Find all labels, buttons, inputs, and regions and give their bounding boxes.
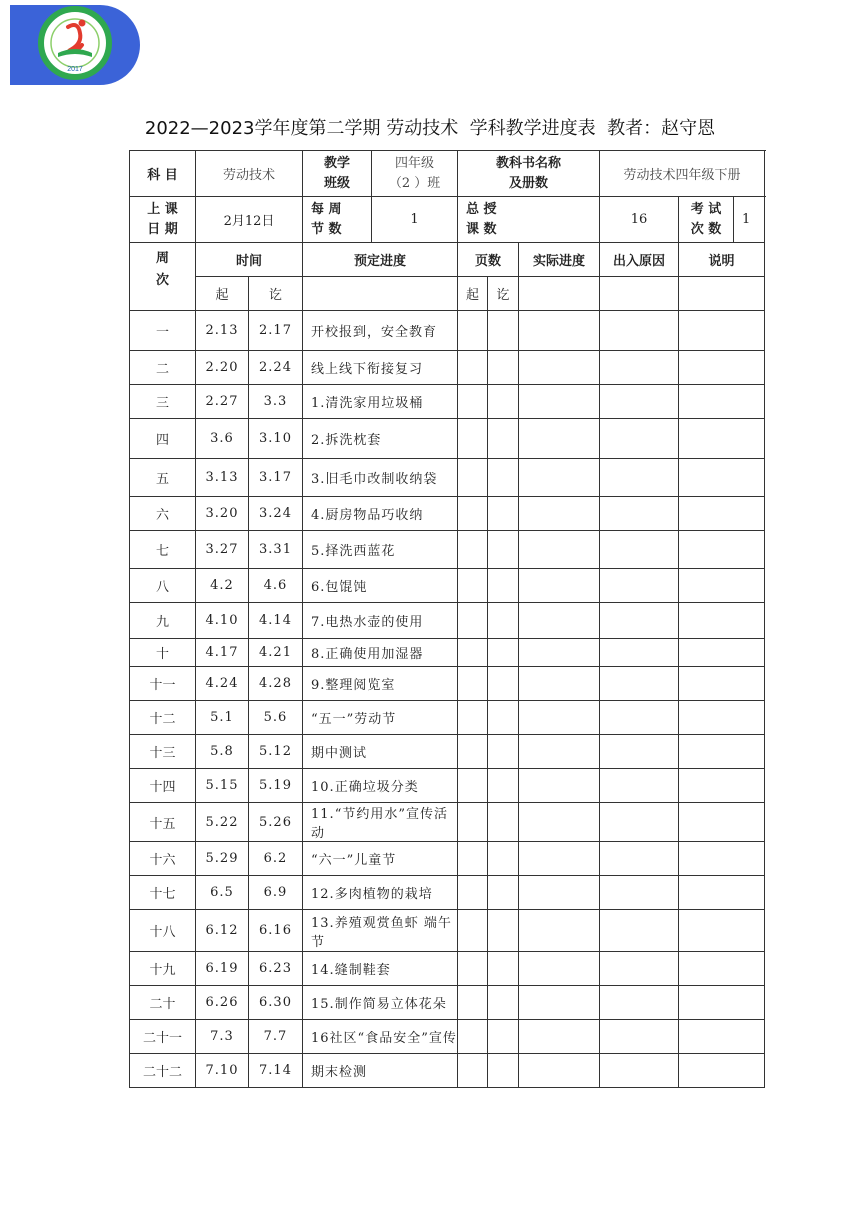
planned-progress-cell: 15.制作简易立体花朵 xyxy=(303,986,458,1020)
planned-progress-cell: 期中测试 xyxy=(303,735,458,769)
reason-cell xyxy=(600,603,679,639)
week-cell: 八 xyxy=(130,569,196,603)
end-date-cell: 3.24 xyxy=(249,497,303,531)
page-start-cell xyxy=(458,459,488,497)
page-end-cell xyxy=(488,986,519,1020)
start-date-cell: 3.13 xyxy=(196,459,249,497)
reason-cell xyxy=(600,701,679,735)
total-lessons-value: 16 xyxy=(600,197,679,243)
actual-progress-cell xyxy=(519,531,600,569)
note-cell xyxy=(679,569,765,603)
table-row xyxy=(130,701,765,735)
planned-progress-cell: 4.厨房物品巧收纳 xyxy=(303,497,458,531)
note-cell xyxy=(679,910,765,952)
start-date-cell: 2.13 xyxy=(196,311,249,351)
page-end-cell xyxy=(488,311,519,351)
reason-cell xyxy=(600,735,679,769)
column-header-row xyxy=(130,243,765,277)
school-emblem-icon xyxy=(10,5,140,85)
page-end-cell xyxy=(488,701,519,735)
actual-progress-cell xyxy=(519,876,600,910)
week-cell: 二十 xyxy=(130,986,196,1020)
page-start-cell xyxy=(458,842,488,876)
week-cell: 十三 xyxy=(130,735,196,769)
note-cell xyxy=(679,385,765,419)
reason-cell xyxy=(600,1020,679,1054)
end-date-cell: 6.23 xyxy=(249,952,303,986)
exam-count-value: 1 xyxy=(734,197,765,243)
actual-progress-cell xyxy=(519,497,600,531)
reason-header: 出入原因 xyxy=(600,243,679,277)
page-start-cell xyxy=(458,531,488,569)
note-cell xyxy=(679,769,765,803)
start-date-cell: 2.20 xyxy=(196,351,249,385)
page-end-cell xyxy=(488,351,519,385)
note-cell xyxy=(679,735,765,769)
pages-header: 页数 xyxy=(458,243,519,277)
table-row xyxy=(130,667,765,701)
actual-progress-cell xyxy=(519,769,600,803)
note-cell xyxy=(679,311,765,351)
note-subheader xyxy=(679,277,765,311)
week-cell: 十九 xyxy=(130,952,196,986)
start-date-cell: 4.10 xyxy=(196,603,249,639)
start-date-cell: 5.8 xyxy=(196,735,249,769)
end-date-cell: 5.12 xyxy=(249,735,303,769)
planned-progress-cell: 1.清洗家用垃圾桶 xyxy=(303,385,458,419)
table-row xyxy=(130,986,765,1020)
total-lessons-label: 总 授 课 数 xyxy=(458,197,600,243)
planned-progress-cell: 12.多肉植物的栽培 xyxy=(303,876,458,910)
end-date-cell: 2.17 xyxy=(249,311,303,351)
reason-cell xyxy=(600,803,679,842)
start-date-cell: 7.3 xyxy=(196,1020,249,1054)
actual-progress-cell xyxy=(519,842,600,876)
end-date-cell: 3.10 xyxy=(249,419,303,459)
week-cell: 十一 xyxy=(130,667,196,701)
planned-progress-cell: 3.旧毛巾改制收纳袋 xyxy=(303,459,458,497)
table-row xyxy=(130,842,765,876)
table-row xyxy=(130,876,765,910)
table-row xyxy=(130,1020,765,1054)
reason-cell xyxy=(600,351,679,385)
table-row xyxy=(130,735,765,769)
note-cell xyxy=(679,701,765,735)
start-date-cell: 3.27 xyxy=(196,531,249,569)
actual-progress-cell xyxy=(519,701,600,735)
note-cell xyxy=(679,667,765,701)
reason-cell xyxy=(600,569,679,603)
planned-progress-cell: 16社区“食品安全”宣传 xyxy=(303,1020,458,1054)
actual-progress-cell xyxy=(519,639,600,667)
start-date-cell: 5.15 xyxy=(196,769,249,803)
page-start-cell xyxy=(458,497,488,531)
end-date-cell: 5.6 xyxy=(249,701,303,735)
page-end-cell xyxy=(488,419,519,459)
reason-cell xyxy=(600,952,679,986)
table-row xyxy=(130,419,765,459)
end-date-cell: 7.14 xyxy=(249,1054,303,1088)
start-date-cell: 2.27 xyxy=(196,385,249,419)
actual-progress-cell xyxy=(519,603,600,639)
note-cell xyxy=(679,986,765,1020)
planned-progress-cell: 8.正确使用加湿器 xyxy=(303,639,458,667)
reason-cell xyxy=(600,769,679,803)
page-end-cell xyxy=(488,769,519,803)
end-date-cell: 6.9 xyxy=(249,876,303,910)
week-cell: 十六 xyxy=(130,842,196,876)
table-row xyxy=(130,351,765,385)
note-cell xyxy=(679,603,765,639)
class-value: 四年级 （2 ）班 xyxy=(372,151,458,197)
exam-count-label: 考 试 次 数 xyxy=(679,197,734,243)
reason-cell xyxy=(600,986,679,1020)
note-cell xyxy=(679,1054,765,1088)
end-date-cell: 4.21 xyxy=(249,639,303,667)
start-date-cell: 5.22 xyxy=(196,803,249,842)
reason-cell xyxy=(600,842,679,876)
page-start-cell xyxy=(458,701,488,735)
page-end-cell xyxy=(488,497,519,531)
week-cell: 三 xyxy=(130,385,196,419)
page-start-cell xyxy=(458,419,488,459)
reason-cell xyxy=(600,419,679,459)
week-cell: 四 xyxy=(130,419,196,459)
textbook-value: 劳动技术四年级下册 xyxy=(600,151,765,197)
start-date-cell: 7.10 xyxy=(196,1054,249,1088)
planned-progress-cell: 13.养殖观赏鱼虾 端午节 xyxy=(303,910,458,952)
week-header: 周 次 xyxy=(130,243,196,311)
page-start-cell xyxy=(458,667,488,701)
planned-progress-cell: 9.整理阅览室 xyxy=(303,667,458,701)
reason-cell xyxy=(600,311,679,351)
plan-header: 预定进度 xyxy=(303,243,458,277)
note-cell xyxy=(679,1020,765,1054)
page-start-cell xyxy=(458,769,488,803)
header-row-2 xyxy=(130,197,765,243)
end-date-cell: 6.2 xyxy=(249,842,303,876)
start-date-cell: 3.6 xyxy=(196,419,249,459)
page-start-cell xyxy=(458,351,488,385)
planned-progress-cell: “六一”儿童节 xyxy=(303,842,458,876)
page-start-cell xyxy=(458,639,488,667)
start-date-cell: 3.20 xyxy=(196,497,249,531)
week-cell: 十四 xyxy=(130,769,196,803)
start-date-cell: 5.1 xyxy=(196,701,249,735)
weekly-lessons-value: 1 xyxy=(372,197,458,243)
actual-progress-cell xyxy=(519,385,600,419)
actual-progress-cell xyxy=(519,910,600,952)
actual-progress-cell xyxy=(519,351,600,385)
note-cell xyxy=(679,497,765,531)
reason-cell xyxy=(600,497,679,531)
page-start-cell xyxy=(458,311,488,351)
planned-progress-cell: 2.拆洗枕套 xyxy=(303,419,458,459)
week-cell: 一 xyxy=(130,311,196,351)
school-logo xyxy=(10,5,140,85)
week-cell: 十二 xyxy=(130,701,196,735)
actual-progress-cell xyxy=(519,419,600,459)
actual-progress-header: 实际进度 xyxy=(519,243,600,277)
note-header: 说明 xyxy=(679,243,765,277)
page-start-cell xyxy=(458,603,488,639)
table-row xyxy=(130,531,765,569)
page-end-cell xyxy=(488,385,519,419)
end-date-cell: 5.19 xyxy=(249,769,303,803)
actual-progress-cell xyxy=(519,569,600,603)
note-cell xyxy=(679,531,765,569)
schedule-table xyxy=(129,150,765,1088)
table-row xyxy=(130,910,765,952)
reason-cell xyxy=(600,667,679,701)
table-row xyxy=(130,603,765,639)
plan-subheader xyxy=(303,277,458,311)
week-cell: 十八 xyxy=(130,910,196,952)
end-date-cell: 7.7 xyxy=(249,1020,303,1054)
reason-cell xyxy=(600,1054,679,1088)
page-end-cell xyxy=(488,639,519,667)
table-row xyxy=(130,385,765,419)
page-end-cell xyxy=(488,1020,519,1054)
week-cell: 二十二 xyxy=(130,1054,196,1088)
planned-progress-cell: 期末检测 xyxy=(303,1054,458,1088)
page-end-cell xyxy=(488,952,519,986)
page-start-cell xyxy=(458,385,488,419)
reason-cell xyxy=(600,876,679,910)
page-start-cell xyxy=(458,1054,488,1088)
week-cell: 十 xyxy=(130,639,196,667)
page-start-cell xyxy=(458,986,488,1020)
textbook-label: 教科书名称 及册数 xyxy=(458,151,600,197)
planned-progress-cell: 7.电热水壶的使用 xyxy=(303,603,458,639)
table-row xyxy=(130,311,765,351)
actual-progress-cell xyxy=(519,803,600,842)
start-date-cell: 5.29 xyxy=(196,842,249,876)
note-cell xyxy=(679,351,765,385)
table-row xyxy=(130,639,765,667)
actual-progress-cell xyxy=(519,1020,600,1054)
pages-end-header: 讫 xyxy=(488,277,519,311)
note-cell xyxy=(679,842,765,876)
page-title: 2022—2023学年度第二学期 劳动技术 学科教学进度表 教者：赵守恩 xyxy=(144,118,716,139)
page-start-cell xyxy=(458,910,488,952)
end-date-cell: 2.24 xyxy=(249,351,303,385)
reason-cell xyxy=(600,385,679,419)
page-start-cell xyxy=(458,569,488,603)
page-end-cell xyxy=(488,842,519,876)
page-start-cell xyxy=(458,803,488,842)
actual-progress-cell xyxy=(519,735,600,769)
actual-progress-cell xyxy=(519,311,600,351)
end-date-cell: 3.31 xyxy=(249,531,303,569)
note-cell xyxy=(679,639,765,667)
page-start-cell xyxy=(458,735,488,769)
week-cell: 五 xyxy=(130,459,196,497)
logo-year: 2017 xyxy=(67,66,83,73)
planned-progress-cell: 11.“节约用水”宣传活动 xyxy=(303,803,458,842)
end-date-cell: 6.30 xyxy=(249,986,303,1020)
subject-label: 科 目 xyxy=(130,151,196,197)
note-cell xyxy=(679,952,765,986)
reason-cell xyxy=(600,531,679,569)
week-cell: 六 xyxy=(130,497,196,531)
actual-progress-cell xyxy=(519,667,600,701)
start-date-value: 2月12日 xyxy=(196,197,303,243)
reason-cell xyxy=(600,459,679,497)
time-start-header: 起 xyxy=(196,277,249,311)
note-cell xyxy=(679,459,765,497)
table-row xyxy=(130,569,765,603)
page-end-cell xyxy=(488,1054,519,1088)
page-end-cell xyxy=(488,735,519,769)
header-row-1 xyxy=(130,151,765,197)
table-row xyxy=(130,459,765,497)
page-end-cell xyxy=(488,531,519,569)
actual-progress-cell xyxy=(519,952,600,986)
week-cell: 十五 xyxy=(130,803,196,842)
table-row xyxy=(130,1054,765,1088)
start-date-cell: 6.5 xyxy=(196,876,249,910)
page-start-cell xyxy=(458,1020,488,1054)
actual-subheader xyxy=(519,277,600,311)
planned-progress-cell: 线上线下衔接复习 xyxy=(303,351,458,385)
start-date-cell: 6.26 xyxy=(196,986,249,1020)
end-date-cell: 4.6 xyxy=(249,569,303,603)
page-start-cell xyxy=(458,876,488,910)
end-date-cell: 5.26 xyxy=(249,803,303,842)
subheader-row xyxy=(130,277,765,311)
reason-cell xyxy=(600,910,679,952)
start-date-cell: 4.2 xyxy=(196,569,249,603)
note-cell xyxy=(679,803,765,842)
page-end-cell xyxy=(488,569,519,603)
page-end-cell xyxy=(488,667,519,701)
note-cell xyxy=(679,419,765,459)
table-row xyxy=(130,803,765,842)
end-date-cell: 3.17 xyxy=(249,459,303,497)
page-end-cell xyxy=(488,910,519,952)
table-row xyxy=(130,952,765,986)
page-end-cell xyxy=(488,603,519,639)
end-date-cell: 4.14 xyxy=(249,603,303,639)
start-date-cell: 6.12 xyxy=(196,910,249,952)
planned-progress-cell: 10.正确垃圾分类 xyxy=(303,769,458,803)
page-end-cell xyxy=(488,459,519,497)
end-date-cell: 4.28 xyxy=(249,667,303,701)
planned-progress-cell: 6.包馄饨 xyxy=(303,569,458,603)
start-date-cell: 4.24 xyxy=(196,667,249,701)
time-header: 时间 xyxy=(196,243,303,277)
reason-cell xyxy=(600,639,679,667)
week-cell: 九 xyxy=(130,603,196,639)
page-start-cell xyxy=(458,952,488,986)
end-date-cell: 6.16 xyxy=(249,910,303,952)
time-end-header: 讫 xyxy=(249,277,303,311)
actual-progress-cell xyxy=(519,459,600,497)
planned-progress-cell: 14.缝制鞋套 xyxy=(303,952,458,986)
week-cell: 二 xyxy=(130,351,196,385)
page-end-cell xyxy=(488,803,519,842)
reason-subheader xyxy=(600,277,679,311)
start-date-cell: 6.19 xyxy=(196,952,249,986)
week-cell: 二十一 xyxy=(130,1020,196,1054)
note-cell xyxy=(679,876,765,910)
start-date-label: 上 课 日 期 xyxy=(130,197,196,243)
actual-progress-cell xyxy=(519,986,600,1020)
subject-value: 劳动技术 xyxy=(196,151,303,197)
planned-progress-cell: 开校报到，安全教育 xyxy=(303,311,458,351)
planned-progress-cell: 5.择洗西蓝花 xyxy=(303,531,458,569)
start-date-cell: 4.17 xyxy=(196,639,249,667)
planned-progress-cell: “五一”劳动节 xyxy=(303,701,458,735)
week-cell: 十七 xyxy=(130,876,196,910)
end-date-cell: 3.3 xyxy=(249,385,303,419)
week-cell: 七 xyxy=(130,531,196,569)
page-end-cell xyxy=(488,876,519,910)
table-row xyxy=(130,769,765,803)
table-row xyxy=(130,497,765,531)
actual-progress-cell xyxy=(519,1054,600,1088)
weekly-lessons-label: 每 周 节 数 xyxy=(303,197,372,243)
pages-start-header: 起 xyxy=(458,277,488,311)
class-label: 教学 班级 xyxy=(303,151,372,197)
